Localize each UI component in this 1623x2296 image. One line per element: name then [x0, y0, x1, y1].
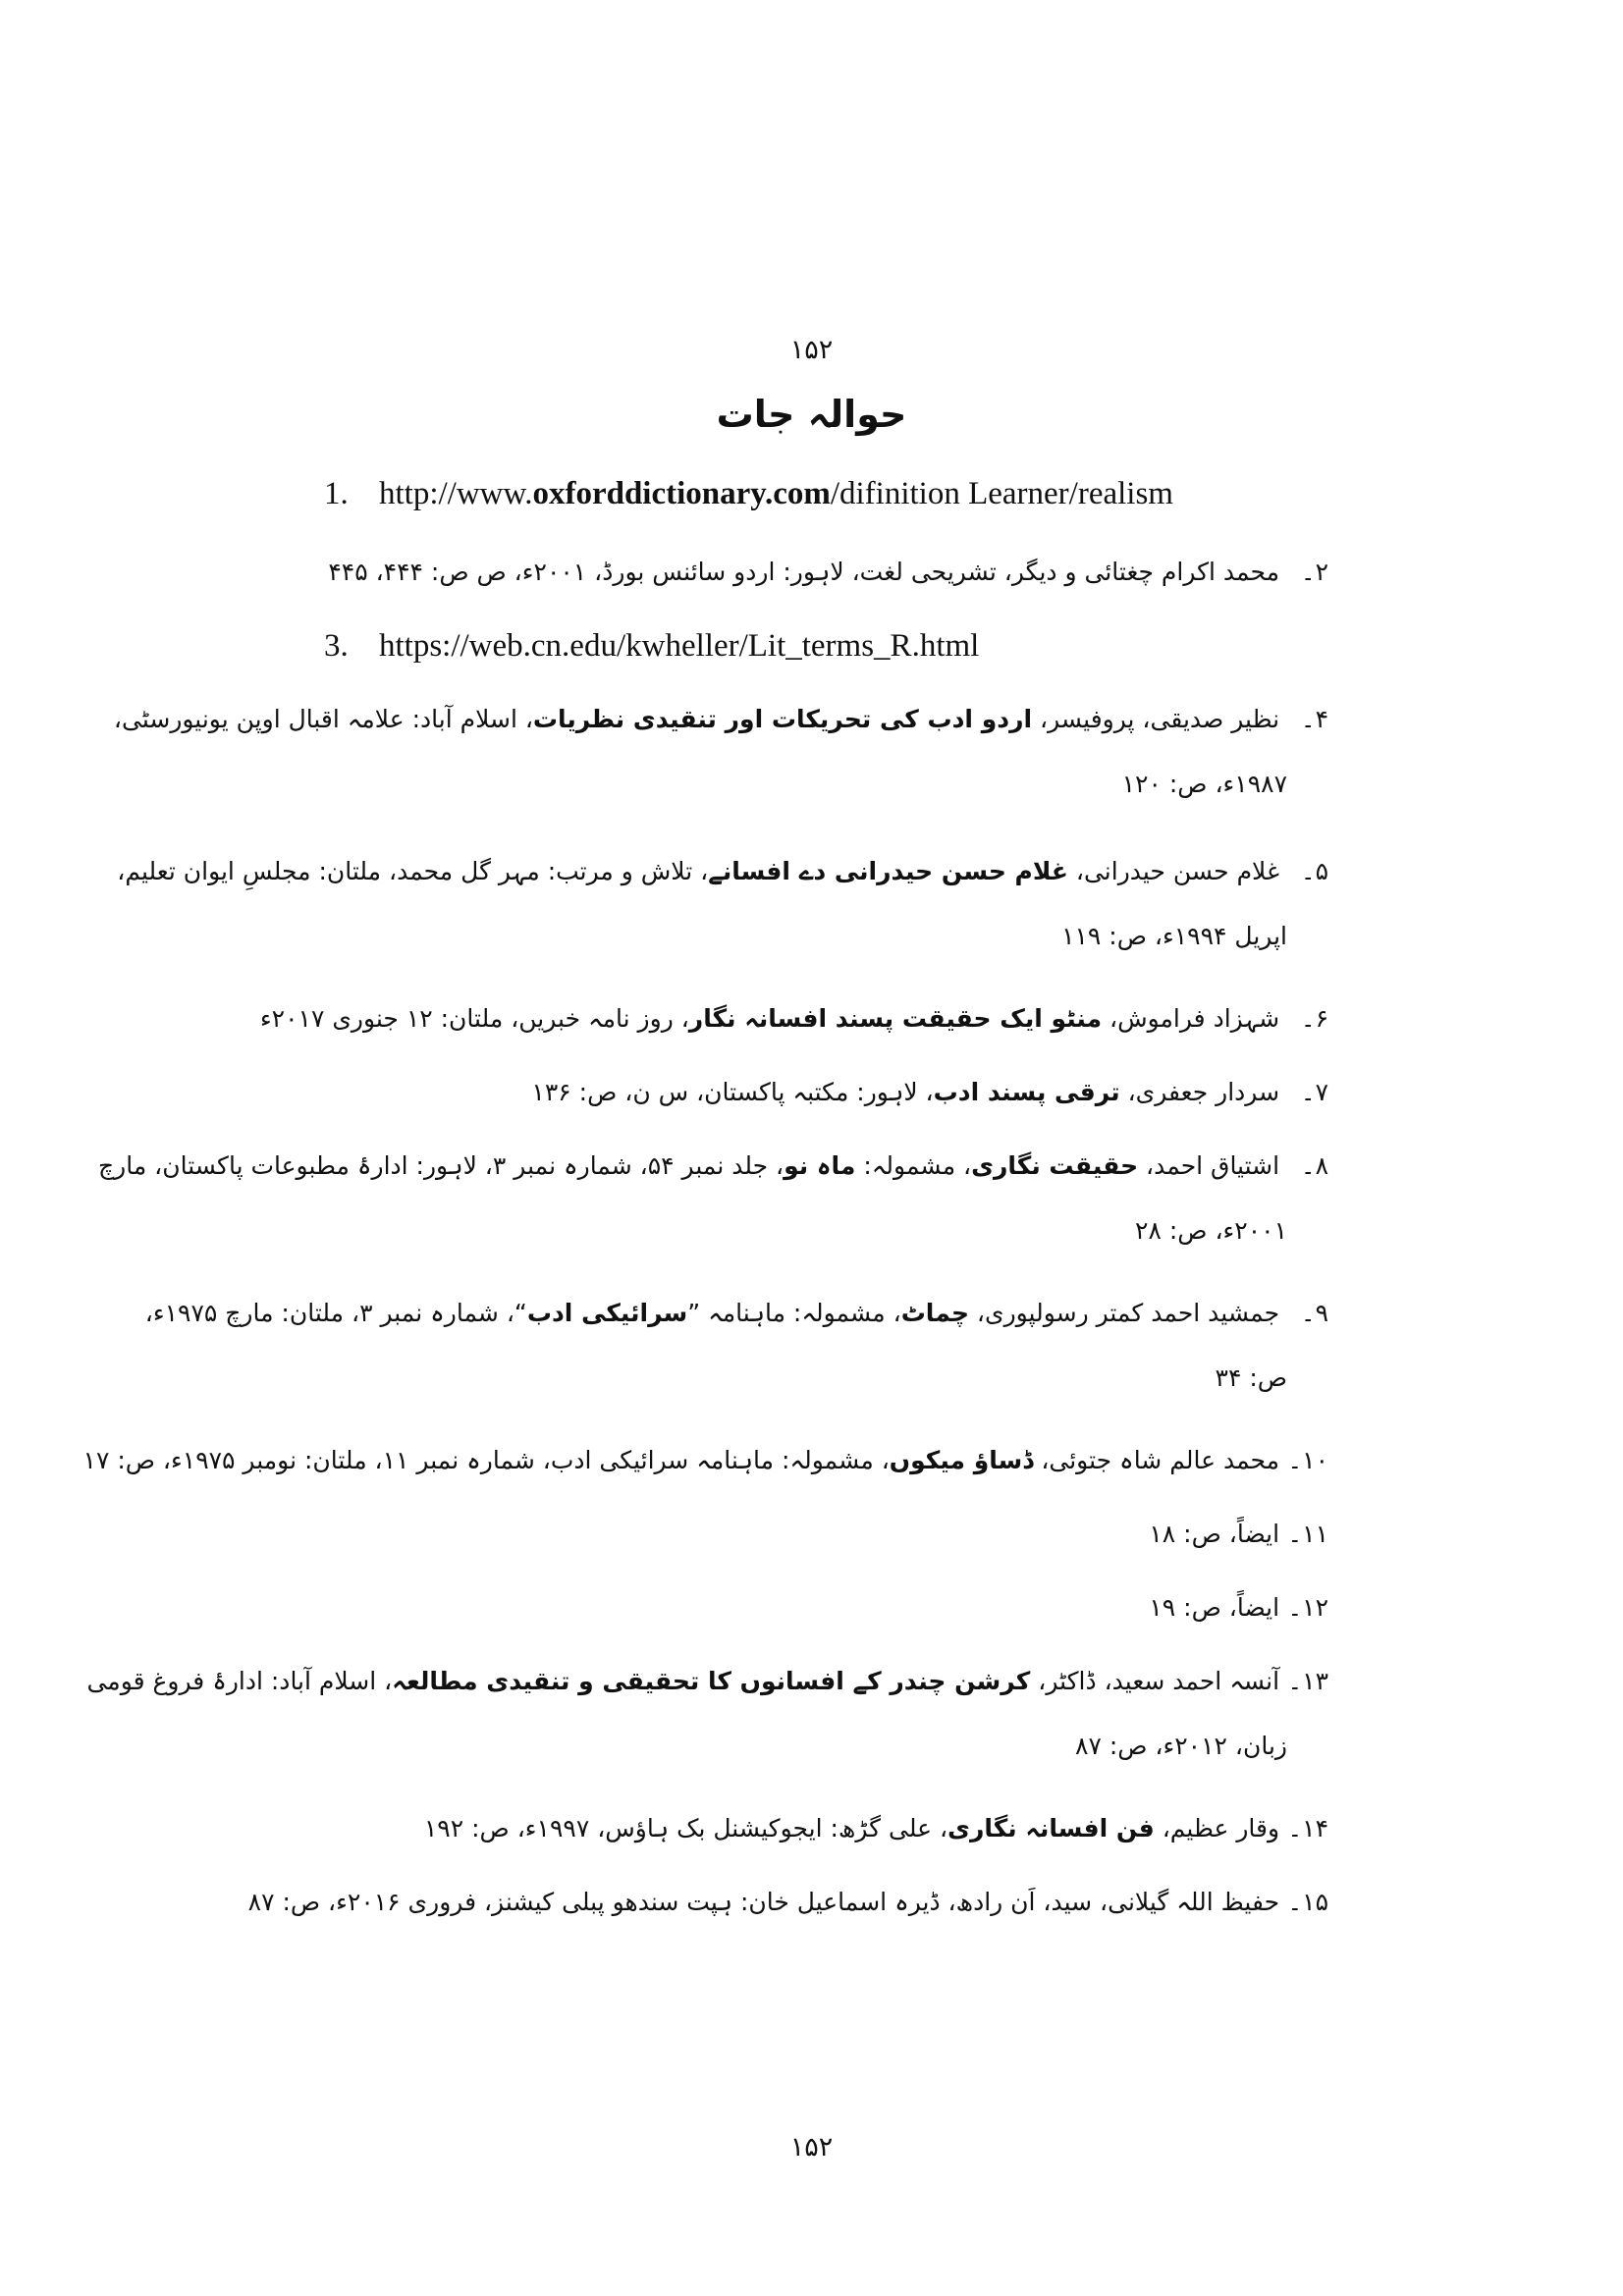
- reference-book-title: اردو ادب کی تحریکات اور تنقیدی نظریات: [532, 705, 1033, 733]
- reference-item-1: [324, 461, 1173, 526]
- reference-continuation: ۲۰۰۱ء، ص: ۲۸: [1135, 1216, 1287, 1245]
- reference-url: https://web.cn.edu/kwheller/Lit_terms_R.html: [379, 628, 980, 664]
- reference-book-title: ترقی پسند ادب: [933, 1078, 1120, 1106]
- reference-item-2: [328, 540, 1328, 605]
- reference-number: 1.: [324, 476, 349, 511]
- reference-item-13: [86, 1649, 1328, 1779]
- reference-number: ۸۔: [1300, 1151, 1328, 1180]
- reference-publisher: ، روز نامہ خبریں، ملتان: ۱۲ جنوری ۲۰۱۷ء: [259, 1004, 689, 1033]
- reference-article-title: ڈساؤ میکوں: [889, 1446, 1034, 1474]
- reference-number: ۱۳۔: [1287, 1667, 1328, 1695]
- reference-journal-title: ماہ نو: [784, 1151, 856, 1180]
- reference-source-prefix: ، مشمولہ: ماہنامہ ”: [687, 1299, 901, 1327]
- reference-author: اشتیاق احمد،: [1138, 1151, 1280, 1180]
- reference-item-10: [83, 1428, 1328, 1493]
- reference-book-title: فن افسانہ نگاری: [947, 1814, 1155, 1842]
- reference-url-path: /difinition Learner/realism: [830, 476, 1173, 511]
- reference-number: ۱۵۔: [1287, 1888, 1328, 1916]
- reference-item-4: [114, 687, 1328, 817]
- reference-journal-title: سرائیکی ادب: [526, 1299, 688, 1327]
- reference-publisher: ، جلد نمبر ۵۴، شمارہ نمبر ۳، لاہور: ادارۂ مطبوعات پاکستان، مارچ: [98, 1151, 784, 1180]
- reference-item-7: [531, 1060, 1328, 1125]
- reference-publisher: ، علی گڑھ: ایجوکیشنل بک ہاؤس، ۱۹۹۷ء، ص: ۱۹۲: [423, 1814, 948, 1842]
- reference-book-title: کرشن چندر کے افسانوں کا تحقیقی و تنقیدی مطالعہ: [392, 1667, 1031, 1695]
- reference-number: ۶۔: [1300, 1004, 1328, 1033]
- reference-number: ۷۔: [1300, 1078, 1328, 1106]
- reference-number: ۱۰۔: [1287, 1446, 1328, 1474]
- reference-number: ۵۔: [1300, 857, 1328, 885]
- reference-continuation: زبان، ۲۰۱۲ء، ص: ۸۷: [1075, 1732, 1287, 1760]
- reference-continuation: ۱۹۸۷ء، ص: ۱۲۰: [1121, 770, 1287, 798]
- reference-item-11: [1149, 1502, 1328, 1567]
- reference-text: حفیظ اللہ گیلانی، سید، اَن رادھ، ڈیرہ اسماعیل خان: ہپت سندھو پبلی کیشنز، فروری ۲۰۱۶ء، ص: ۸۷: [247, 1888, 1280, 1916]
- page-number-top: ۱۵۲: [789, 335, 834, 365]
- reference-text: ایضاً، ص: ۱۹: [1149, 1593, 1280, 1622]
- reference-text: محمد اکرام چغتائی و دیگر، تشریحی لغت، لاہور: اردو سائنس بورڈ، ۲۰۰۱ء، ص ص: ۴۴۴، ۴۴۵: [328, 558, 1280, 586]
- reference-item-9: [145, 1281, 1328, 1411]
- reference-number: ۴۔: [1300, 705, 1328, 733]
- reference-number: ۱۴۔: [1287, 1814, 1328, 1842]
- reference-source-prefix: ، مشمولہ:: [855, 1151, 972, 1180]
- reference-item-5: [117, 839, 1328, 969]
- reference-author: سردار جعفری،: [1119, 1078, 1280, 1106]
- reference-text: ایضاً، ص: ۱۸: [1149, 1520, 1280, 1548]
- reference-item-6: [260, 987, 1328, 1051]
- reference-number: ۱۱۔: [1287, 1520, 1328, 1548]
- reference-number: ۱۲۔: [1287, 1593, 1328, 1622]
- reference-author: نظیر صدیقی، پروفیسر،: [1032, 705, 1280, 733]
- reference-publisher: ، اسلام آباد: ادارۂ فروغ قومی: [86, 1667, 393, 1695]
- reference-number: ۹۔: [1300, 1299, 1328, 1327]
- reference-number: 3.: [324, 628, 349, 664]
- reference-publisher: ، تلاش و مرتب: مہر گل محمد، ملتان: مجلسِ ایوان تعلیم،: [117, 857, 709, 885]
- reference-book-title: غلام حسن حیدرانی دے افسانے: [708, 857, 1068, 885]
- reference-article-title: چماٹ: [900, 1299, 969, 1327]
- reference-publisher: ، اسلام آباد: علامہ اقبال اوپن یونیورسٹی،: [113, 705, 533, 733]
- reference-author: محمد عالم شاہ جتوئی،: [1033, 1446, 1280, 1474]
- reference-publisher: “، شمارہ نمبر ۳، ملتان: مارچ ۱۹۷۵ء،: [144, 1299, 527, 1327]
- reference-item-8: [98, 1134, 1328, 1263]
- reference-item-15: [248, 1870, 1328, 1935]
- page-number-bottom: ۱۵۲: [789, 2132, 834, 2163]
- reference-continuation: ص: ۳۴: [1215, 1363, 1287, 1392]
- reference-author: شہزاد فراموش،: [1102, 1004, 1280, 1033]
- reference-author: وقار عظیم،: [1154, 1814, 1280, 1842]
- reference-item-3: [324, 614, 979, 678]
- reference-author: غلام حسن حیدرانی،: [1067, 857, 1280, 885]
- reference-url-domain: oxforddictionary.com: [532, 476, 831, 511]
- reference-number: ۲۔: [1300, 558, 1328, 586]
- page-title: حوالہ جات: [716, 393, 907, 436]
- reference-continuation: اپریل ۱۹۹۴ء، ص: ۱۱۹: [1061, 922, 1287, 950]
- reference-article-title: حقیقت نگاری: [971, 1151, 1139, 1180]
- reference-author: جمشید احمد کمتر رسولپوری،: [968, 1299, 1280, 1327]
- reference-publisher: ، لاہور: مکتبہ پاکستان، س ن، ص: ۱۳۶: [531, 1078, 934, 1106]
- reference-author: آنسہ احمد سعید، ڈاکٹر،: [1030, 1667, 1280, 1695]
- reference-item-12: [1149, 1575, 1328, 1640]
- reference-url-prefix: http://www.: [379, 476, 533, 511]
- reference-publisher: ، مشمولہ: ماہنامہ سرائیکی ادب، شمارہ نمبر ۱۱، ملتان: نومبر ۱۹۷۵ء، ص: ۱۷: [82, 1446, 890, 1474]
- reference-book-title: منٹو ایک حقیقت پسند افسانہ نگار: [688, 1004, 1103, 1033]
- reference-item-14: [424, 1796, 1328, 1861]
